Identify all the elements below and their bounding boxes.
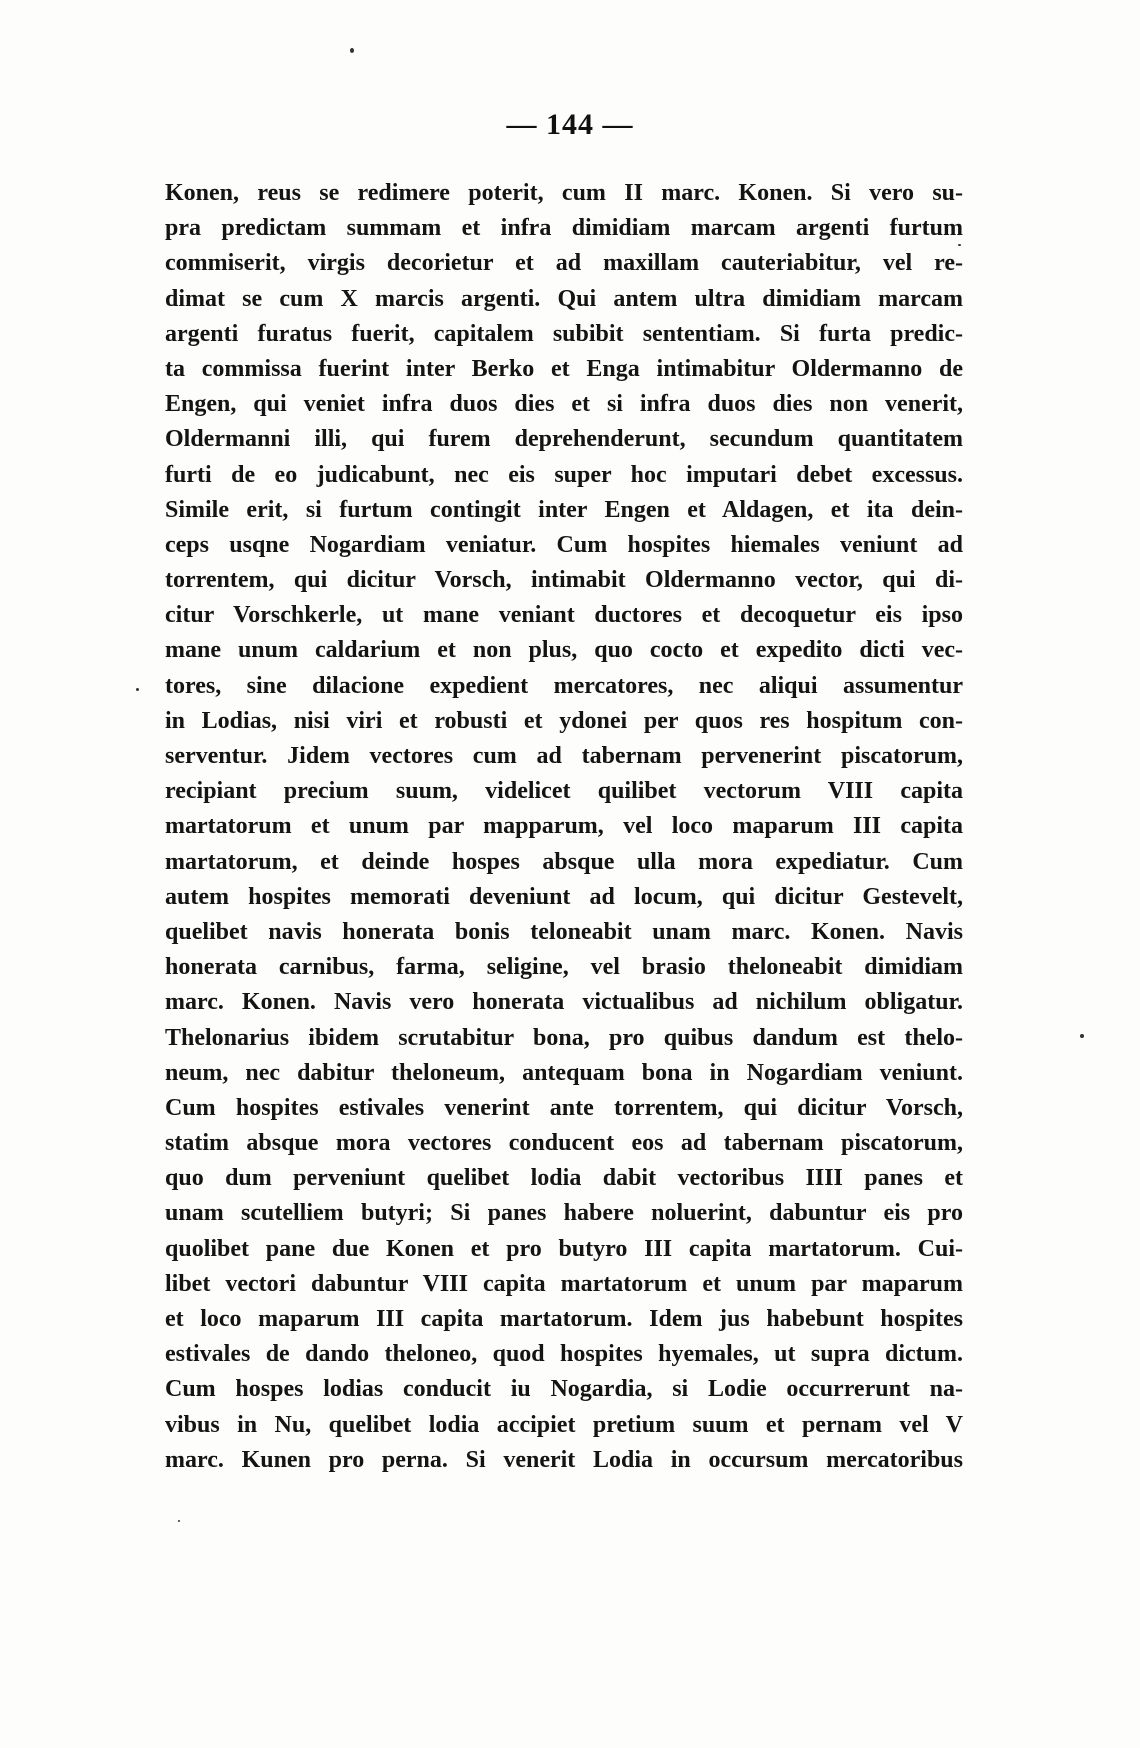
text-line: estivales de dando theloneo, quod hospites hyemales, ut supra dictum. bbox=[165, 1341, 963, 1368]
text-line: quelibet navis honerata bonis teloneabit unam marc. Konen. Navis bbox=[165, 918, 963, 945]
scan-speck bbox=[958, 244, 961, 246]
text-line: libet vectori dabuntur VIII capita martatorum et unum par maparum bbox=[165, 1270, 963, 1297]
text-line: statim absque mora vectores conducent eos ad tabernam piscatorum, bbox=[165, 1130, 963, 1157]
text-line: martatorum, et deinde hospes absque ulla mora expediatur. Cum bbox=[165, 848, 963, 875]
text-line: vibus in Nu, quelibet lodia accipiet pretium suum et pernam vel V bbox=[165, 1411, 963, 1438]
text-line: marc. Konen. Navis vero honerata victualibus ad nichilum obligatur. bbox=[165, 989, 963, 1016]
text-line: Cum hospites estivales venerint ante torrentem, qui dicitur Vorsch, bbox=[165, 1094, 963, 1121]
scan-speck bbox=[178, 1520, 180, 1522]
text-line: mane unum caldarium et non plus, quo cocto et expedito dicti vec- bbox=[165, 637, 963, 664]
text-line: unam scutelliem butyri; Si panes habere noluerint, dabuntur eis pro bbox=[165, 1200, 963, 1227]
scan-speck bbox=[136, 688, 139, 691]
scan-speck bbox=[350, 48, 354, 53]
text-line: torrentem, qui dicitur Vorsch, intimabit Oldermanno vector, qui di- bbox=[165, 567, 963, 594]
text-line: neum, nec dabitur theloneum, antequam bona in Nogardiam veniunt. bbox=[165, 1059, 963, 1086]
text-line: pra predictam summam et infra dimidiam marcam argenti furtum bbox=[165, 215, 963, 242]
text-line: serventur. Jidem vectores cum ad tabernam pervenerint piscatorum, bbox=[165, 743, 963, 769]
text-line: honerata carnibus, farma, seligine, vel brasio theloneabit dimidiam bbox=[165, 954, 963, 981]
text-line: Engen, qui veniet infra duos dies et si infra duos dies non venerit, bbox=[165, 391, 963, 418]
text-line: ceps usqne Nogardiam veniatur. Cum hospites hiemales veniunt ad bbox=[165, 531, 963, 558]
body-text bbox=[165, 176, 963, 1478]
text-line: marc. Kunen pro perna. Si venerit Lodia in occursum mercatoribus bbox=[165, 1446, 963, 1473]
text-line: in Lodias, nisi viri et robusti et ydonei per quos res hospitum con- bbox=[165, 707, 963, 734]
text-line: Cum hospes lodias conducit iu Nogardia, si Lodie occurrerunt na- bbox=[165, 1376, 963, 1403]
page-number: — 144 — bbox=[506, 108, 634, 141]
text-line: commiserit, virgis decorietur et ad maxillam cauteriabitur, vel re- bbox=[165, 250, 963, 277]
text-line: et loco maparum III capita martatorum. Idem jus habebunt hospites bbox=[165, 1306, 963, 1332]
text-line: tores, sine dilacione expedient mercatores, nec aliqui assumentur bbox=[165, 672, 963, 699]
text-line: Simile erit, si furtum contingit inter Engen et Aldagen, et ita dein- bbox=[165, 496, 963, 523]
text-line: Thelonarius ibidem scrutabitur bona, pro quibus dandum est thelo- bbox=[165, 1024, 963, 1051]
text-line: dimat se cum X marcis argenti. Qui antem ultra dimidiam marcam bbox=[165, 285, 963, 312]
text-line: quolibet pane due Konen et pro butyro III capita martatorum. Cui- bbox=[165, 1235, 963, 1262]
text-line: recipiant precium suum, videlicet quilibet vectorum VIII capita bbox=[165, 778, 963, 805]
text-line: Oldermanni illi, qui furem deprehenderunt, secundum quantitatem bbox=[165, 426, 963, 453]
text-line: citur Vorschkerle, ut mane veniant ductores et decoquetur eis ipso bbox=[165, 602, 963, 629]
text-line: Konen, reus se redimere poterit, cum II marc. Konen. Si vero su- bbox=[165, 180, 963, 206]
text-line: autem hospites memorati deveniunt ad locum, qui dicitur Gestevelt, bbox=[165, 883, 963, 910]
text-line: quo dum perveniunt quelibet lodia dabit vectoribus IIII panes et bbox=[165, 1165, 963, 1192]
text-line: furti de eo judicabunt, nec eis super hoc imputari debet excessus. bbox=[165, 461, 963, 488]
text-line: argenti furatus fuerit, capitalem subibit sententiam. Si furta predic- bbox=[165, 320, 963, 347]
scan-speck bbox=[1080, 1034, 1084, 1038]
text-line: martatorum et unum par mapparum, vel loco maparum III capita bbox=[165, 813, 963, 840]
text-line: ta commissa fuerint inter Berko et Enga intimabitur Oldermanno de bbox=[165, 355, 963, 382]
